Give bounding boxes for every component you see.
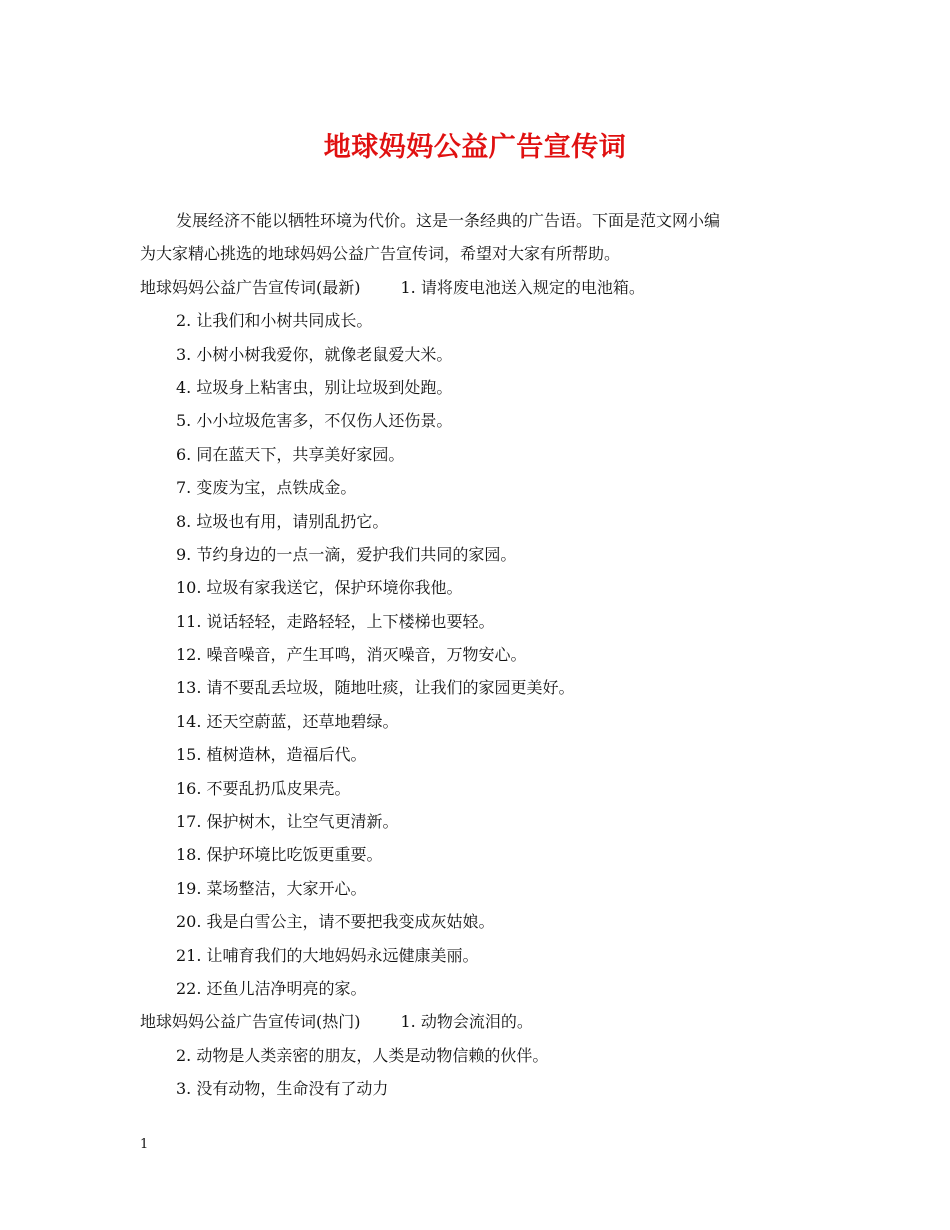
list-item: 2. 让我们和小树共同成长。 xyxy=(176,311,373,331)
intro-paragraph-line: 发展经济不能以牺牲环境为代价。这是一条经典的广告语。下面是范文网小编 xyxy=(176,211,721,230)
document-title: 地球妈妈公益广告宣传词 xyxy=(323,132,627,163)
list-item: 3. 没有动物，生命没有了动力 xyxy=(176,1079,389,1099)
list-item: 15. 植树造林，造福后代。 xyxy=(176,745,367,765)
list-item: 18. 保护环境比吃饭更重要。 xyxy=(176,845,383,865)
list-item: 11. 说话轻轻，走路轻轻，上下楼梯也要轻。 xyxy=(176,611,495,631)
list-item: 6. 同在蓝天下，共享美好家园。 xyxy=(176,444,405,464)
list-item: 2. 动物是人类亲密的朋友，人类是动物信赖的伙伴。 xyxy=(176,1045,549,1065)
list-item: 5. 小小垃圾危害多，不仅伤人还伤景。 xyxy=(176,411,453,431)
section-heading xyxy=(140,271,820,304)
list-item: 20. 我是白雪公主，请不要把我变成灰姑娘。 xyxy=(176,912,495,932)
list-item: 13. 请不要乱丢垃圾，随地吐痰，让我们的家园更美好。 xyxy=(176,678,575,698)
list-item: 4. 垃圾身上粘害虫，别让垃圾到处跑。 xyxy=(176,377,453,397)
list-item: 12. 噪音噪音，产生耳鸣，消灭噪音，万物安心。 xyxy=(176,645,527,665)
page-number: 1 xyxy=(140,1137,149,1152)
list-item: 22. 还鱼儿洁净明亮的家。 xyxy=(176,978,367,998)
list-item: 14. 还天空蔚蓝，还草地碧绿。 xyxy=(176,711,399,731)
list-item: 7. 变废为宝，点铁成金。 xyxy=(176,478,357,498)
list-item: 1. 请将废电池送入规定的电池箱。 xyxy=(400,277,645,297)
list-item: 16. 不要乱扔瓜皮果壳。 xyxy=(176,778,351,798)
list-item: 1. 动物会流泪的。 xyxy=(400,1012,533,1032)
slogan-list xyxy=(140,1039,820,1106)
list-item: 17. 保护树木，让空气更清新。 xyxy=(176,812,399,832)
list-item: 8. 垃圾也有用，请别乱扔它。 xyxy=(176,511,389,531)
slogan-list xyxy=(140,304,820,1005)
section-heading-text: 地球妈妈公益广告宣传词(热门) xyxy=(140,1012,361,1032)
list-item: 9. 节约身边的一点一滴，爱护我们共同的家园。 xyxy=(176,544,517,564)
list-item: 3. 小树小树我爱你，就像老鼠爱大米。 xyxy=(176,344,453,364)
intro-paragraph-line: 为大家精心挑选的地球妈妈公益广告宣传词，希望对大家有所帮助。 xyxy=(140,244,621,264)
section-heading-text: 地球妈妈公益广告宣传词(最新) xyxy=(140,277,361,297)
list-item: 10. 垃圾有家我送它，保护环境你我他。 xyxy=(176,578,463,598)
list-item: 21. 让哺育我们的大地妈妈永远健康美丽。 xyxy=(176,945,479,965)
document-body xyxy=(140,204,820,1106)
list-item: 19. 菜场整洁，大家开心。 xyxy=(176,878,367,898)
section-heading xyxy=(140,1005,820,1038)
